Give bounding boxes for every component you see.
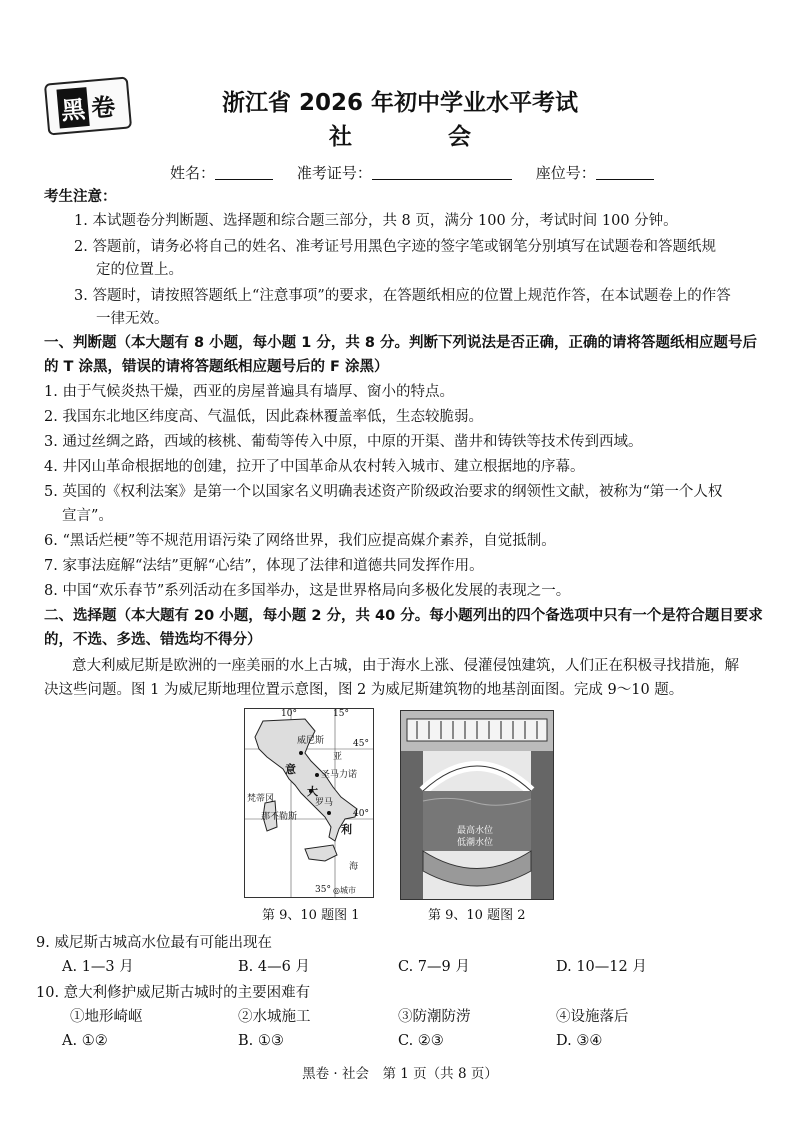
badge-char-2: 卷 [89,92,117,123]
section2-heading-2: 的，不选、多选、错选均不得分） [44,632,262,648]
label-italy-3: 利 [341,823,352,836]
label-italy-1: 意 [285,763,296,776]
section2-intro-1: 意大利威尼斯是欧洲的一座美丽的水上古城，由于海水上涨、侵灌侵蚀建筑，人们正在积极寻找措施，解 [72,658,739,674]
notice-item-3a: 3. 答题时，请按照答题纸上“注意事项”的要求，在答题纸相应的位置上规范作答，在本试题卷上的作答 [74,288,731,304]
judge-q6: 6. “黑话烂梗”等不规范用语污染了网络世界，我们应提高媒介素养，自觉抵制。 [44,533,556,549]
judge-q1: 1. 由于气候炎热干燥，西亚的房屋普遍具有墙厚、窗小的特点。 [44,384,454,400]
q10-item-3: ③防潮防涝 [398,1009,471,1025]
exam-no-label: 准考证号： [296,164,372,182]
seat-no-label: 座位号： [535,164,596,182]
notice-item-1: 1. 本试题卷分判断题、选择题和综合题三部分，共 8 页，满分 100 分，考试时间 100 分钟。 [74,213,678,229]
candidate-info [170,162,654,183]
name-blank [215,165,273,180]
q10-option-b: B. ①③ [238,1033,284,1049]
seat-no-blank [596,165,654,180]
notice-item-2b: 定的位置上。 [96,262,183,278]
q10-option-a: A. ①② [62,1033,108,1049]
label-vatican: 梵蒂冈 [247,794,275,804]
judge-q8: 8. 中国“欢乐春节”系列活动在多国举办，这是世界格局向多极化发展的表现之一。 [44,583,571,599]
q10-option-c: C. ②③ [398,1033,444,1049]
label-italy-2: 大 [307,785,318,798]
lat-40: 40° [353,809,369,819]
q10-item-2: ②水城施工 [238,1009,311,1025]
q10-item-1: ①地形崎岖 [70,1009,143,1025]
judge-q5b: 宣言”。 [62,508,113,524]
figure2-caption: 第 9、10 题图 2 [428,908,526,923]
label-high-water: 最高水位 [457,826,494,836]
q9-option-a: A. 1—3 月 [62,959,134,975]
q9-option-c: C. 7—9 月 [398,959,470,975]
judge-q2: 2. 我国东北地区纬度高、气温低，因此森林覆盖率低，生态较脆弱。 [44,409,483,425]
q9-stem: 9. 威尼斯古城高水位最有可能出现在 [36,935,272,951]
lon-15: 15° [333,709,349,719]
section1-heading-2: 的 T 涂黑，错误的请将答题纸相应题号后的 F 涂黑） [44,359,389,375]
exam-subject: 社 会 [328,124,515,150]
q10-stem: 10. 意大利修护威尼斯古城时的主要困难有 [36,985,311,1001]
notice-item-2a: 2. 答题前，请务必将自己的姓名、准考证号用黑色字迹的签字笔或钢笔分别填写在试题卷和答题纸规 [74,239,716,255]
label-naples: 那不勒斯 [261,812,298,822]
notice-heading: 考生注意： [44,189,117,205]
section2-heading-1: 二、选择题（本大题有 20 小题，每小题 2 分，共 40 分。每小题列出的四个备选项中只有一个是符合题目要求 [44,608,763,624]
q9-option-d: D. 10—12 月 [556,959,647,975]
page-footer: 黑卷 · 社会 第 1 页（共 8 页） [302,1066,498,1082]
q9-option-b: B. 4—6 月 [238,959,310,975]
q10-item-4: ④设施落后 [556,1009,629,1025]
lat-35: 35° [315,885,331,895]
name-label: 姓名： [170,164,216,182]
judge-q5a: 5. 英国的《权利法案》是第一个以国家名义明确表述资产阶级政治要求的纲领性文献，被称为“第一个人权 [44,484,723,500]
legend-city: ◎城市 [333,886,356,895]
section1-heading-1: 一、判断题（本大题有 8 小题，每小题 1 分，共 8 分。判断下列说法是否正确，正确的请将答题纸相应题号后 [44,335,758,351]
exam-title: 浙江省 2026 年初中学业水平考试 [221,90,579,116]
figure1-map [244,708,374,898]
notice-item-3b: 一律无效。 [96,311,169,327]
judge-q4: 4. 井冈山革命根据地的创建，拉开了中国革命从农村转入城市、建立根据地的序幕。 [44,459,585,475]
figure2-foundation [400,710,554,900]
lat-45: 45° [353,739,369,749]
badge-char-1: 黑 [56,87,89,128]
q10-option-d: D. ③④ [556,1033,603,1049]
label-adriatic: 亚 [333,752,343,762]
lon-10: 10° [281,709,297,719]
label-san-marino: 圣马力诺 [321,770,358,780]
label-low-water: 低潮水位 [457,838,494,848]
foundation-drawing [401,711,553,899]
judge-q3: 3. 通过丝绸之路，西域的核桃、葡萄等传入中原，中原的开渠、凿井和铸铁等技术传到西域。 [44,434,643,450]
label-sea: 海 [349,862,359,872]
section2-intro-2: 决这些问题。图 1 为威尼斯地理位置示意图，图 2 为威尼斯建筑物的地基剖面图。完成 9～10 题。 [44,682,684,698]
label-venice: 威尼斯 [297,736,325,746]
judge-q7: 7. 家事法庭解“法结”更解“心结”，体现了法律和道德共同发挥作用。 [44,558,484,574]
figure1-caption: 第 9、10 题图 1 [262,908,360,923]
exam-no-blank [372,165,512,180]
label-rome: 罗马 [315,798,334,808]
